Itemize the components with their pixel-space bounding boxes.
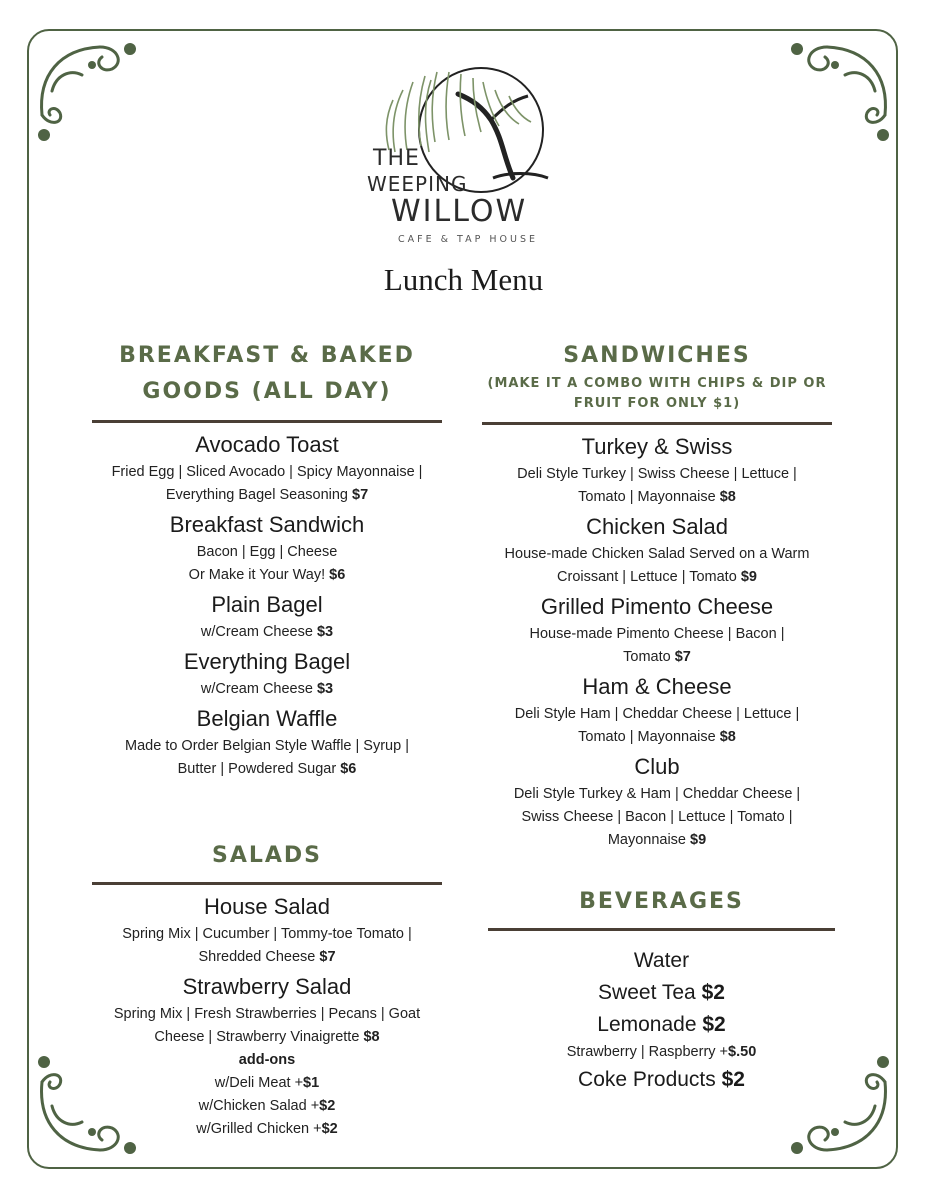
item-description: Tomato | Mayonnaise $8 — [578, 729, 736, 745]
beverage-item: Sweet Tea $2 — [598, 981, 725, 1004]
item-name: Turkey & Swiss — [581, 434, 733, 459]
addon-item: w/Chicken Salad +$2 — [198, 1098, 336, 1114]
item-description: w/Cream Cheese $3 — [200, 681, 334, 697]
item-price: $7 — [319, 949, 336, 965]
menu-item — [92, 429, 442, 507]
menu-item — [92, 589, 442, 644]
addons-title: add-ons — [238, 1052, 296, 1068]
item-price: $9 — [740, 569, 757, 585]
item-description: Tomato | Mayonnaise $8 — [578, 489, 736, 505]
item-name: Everything Bagel — [183, 649, 351, 674]
section-subtitle: FRUIT FOR ONLY $1) — [573, 396, 741, 411]
item-price: $2 — [701, 981, 725, 1004]
item-description: Deli Style Turkey | Swiss Cheese | Lettuce | — [517, 466, 797, 482]
menu-item — [482, 431, 832, 509]
section-divider — [488, 928, 835, 931]
item-description: Or Make it Your Way! $6 — [188, 567, 346, 583]
item-description: Cheese | Strawberry Vinaigrette $8 — [154, 1029, 380, 1045]
menu-item — [482, 751, 832, 852]
addon-item: w/Deli Meat +$1 — [214, 1075, 320, 1091]
page-title: Lunch Menu — [383, 262, 544, 297]
item-description: Swiss Cheese | Bacon | Lettuce | Tomato | — [521, 809, 793, 825]
menu-item — [92, 891, 442, 969]
item-price: $8 — [719, 729, 736, 745]
item-description: Tomato $7 — [623, 649, 691, 665]
item-description: Deli Style Turkey & Ham | Cheddar Cheese | — [513, 786, 801, 802]
menu-item — [482, 591, 832, 669]
item-name: Ham & Cheese — [582, 674, 732, 699]
item-price: $8 — [719, 489, 736, 505]
item-description: Everything Bagel Seasoning $7 — [165, 487, 369, 503]
item-price: $9 — [690, 832, 707, 848]
menu-item — [92, 703, 442, 781]
logo-tagline: CAFE & TAP HOUSE — [398, 234, 538, 245]
logo-text-the: THE — [373, 146, 420, 171]
section-divider — [92, 420, 442, 423]
item-price: $2 — [721, 1068, 745, 1091]
item-description: w/Cream Cheese $3 — [200, 624, 334, 640]
menu-item — [92, 971, 442, 1049]
menu-item — [92, 509, 442, 587]
item-price: $6 — [329, 567, 346, 583]
corner-swirl-ornament-icon — [30, 35, 140, 145]
sandwiches-section — [482, 338, 832, 852]
item-price: $6 — [340, 761, 357, 777]
item-price: $7 — [352, 487, 369, 503]
item-description: Mayonnaise $9 — [607, 832, 707, 848]
item-name: Belgian Waffle — [196, 706, 338, 731]
menu-item — [482, 511, 832, 589]
section-divider — [92, 882, 442, 885]
item-description: Made to Order Belgian Style Waffle | Syrup | — [125, 738, 409, 754]
item-description: House-made Pimento Cheese | Bacon | — [529, 626, 785, 642]
item-price: $2 — [702, 1013, 726, 1036]
item-name: Chicken Salad — [586, 514, 728, 539]
beverage-item: Water — [633, 949, 690, 972]
beverage-item: Lemonade $2 — [597, 1013, 726, 1036]
section-title: SANDWICHES — [563, 343, 751, 368]
item-name: Strawberry Salad — [182, 974, 352, 999]
item-description: Croissant | Lettuce | Tomato $9 — [557, 569, 757, 585]
item-description: Butter | Powdered Sugar $6 — [177, 761, 357, 777]
item-price: $8 — [363, 1029, 380, 1045]
menu-item — [482, 671, 832, 749]
item-name: Avocado Toast — [195, 432, 339, 457]
item-name: House Salad — [204, 894, 330, 919]
section-title: SALADS — [211, 843, 323, 868]
corner-swirl-ornament-icon — [787, 35, 897, 145]
section-title: BEVERAGES — [579, 889, 744, 914]
logo-text-willow: WILLOW — [391, 194, 528, 229]
beverage-flavors: Strawberry | Raspberry +$.50 — [566, 1044, 757, 1060]
menu-item — [92, 646, 442, 701]
item-description: Spring Mix | Cucumber | Tommy-toe Tomato | — [122, 926, 412, 942]
item-description: Deli Style Ham | Cheddar Cheese | Lettuce | — [514, 706, 800, 722]
beverage-item: Coke Products $2 — [578, 1068, 745, 1091]
item-description: Bacon | Egg | Cheese — [196, 544, 338, 560]
addon-price: $2 — [319, 1098, 336, 1114]
item-name: Grilled Pimento Cheese — [540, 594, 774, 619]
item-price: $.50 — [728, 1044, 757, 1060]
item-name: Club — [634, 754, 680, 779]
logo-text-weeping: WEEPING — [367, 172, 468, 196]
section-title: GOODS (ALL DAY) — [142, 379, 392, 404]
item-name: Plain Bagel — [211, 592, 323, 617]
item-description: House-made Chicken Salad Served on a Warm — [504, 546, 810, 562]
item-description: Shredded Cheese $7 — [198, 949, 336, 965]
addon-item: w/Grilled Chicken +$2 — [196, 1121, 338, 1137]
breakfast-section — [92, 338, 442, 781]
salads-section — [92, 838, 442, 1141]
weeping-willow-logo — [363, 60, 563, 250]
item-price: $7 — [674, 649, 691, 665]
item-description: Fried Egg | Sliced Avocado | Spicy Mayonnaise | — [111, 464, 423, 480]
section-title: BREAKFAST & BAKED — [119, 343, 415, 368]
addon-price: $2 — [321, 1121, 338, 1137]
item-name: Breakfast Sandwich — [169, 512, 365, 537]
section-divider — [482, 422, 832, 425]
item-price: $3 — [316, 681, 334, 697]
addon-price: $1 — [303, 1075, 320, 1091]
item-description: Spring Mix | Fresh Strawberries | Pecans | Goat — [113, 1006, 421, 1022]
item-price: $3 — [316, 624, 334, 640]
section-subtitle: (MAKE IT A COMBO WITH CHIPS & DIP OR — [487, 376, 827, 391]
beverages-section — [488, 884, 835, 1096]
